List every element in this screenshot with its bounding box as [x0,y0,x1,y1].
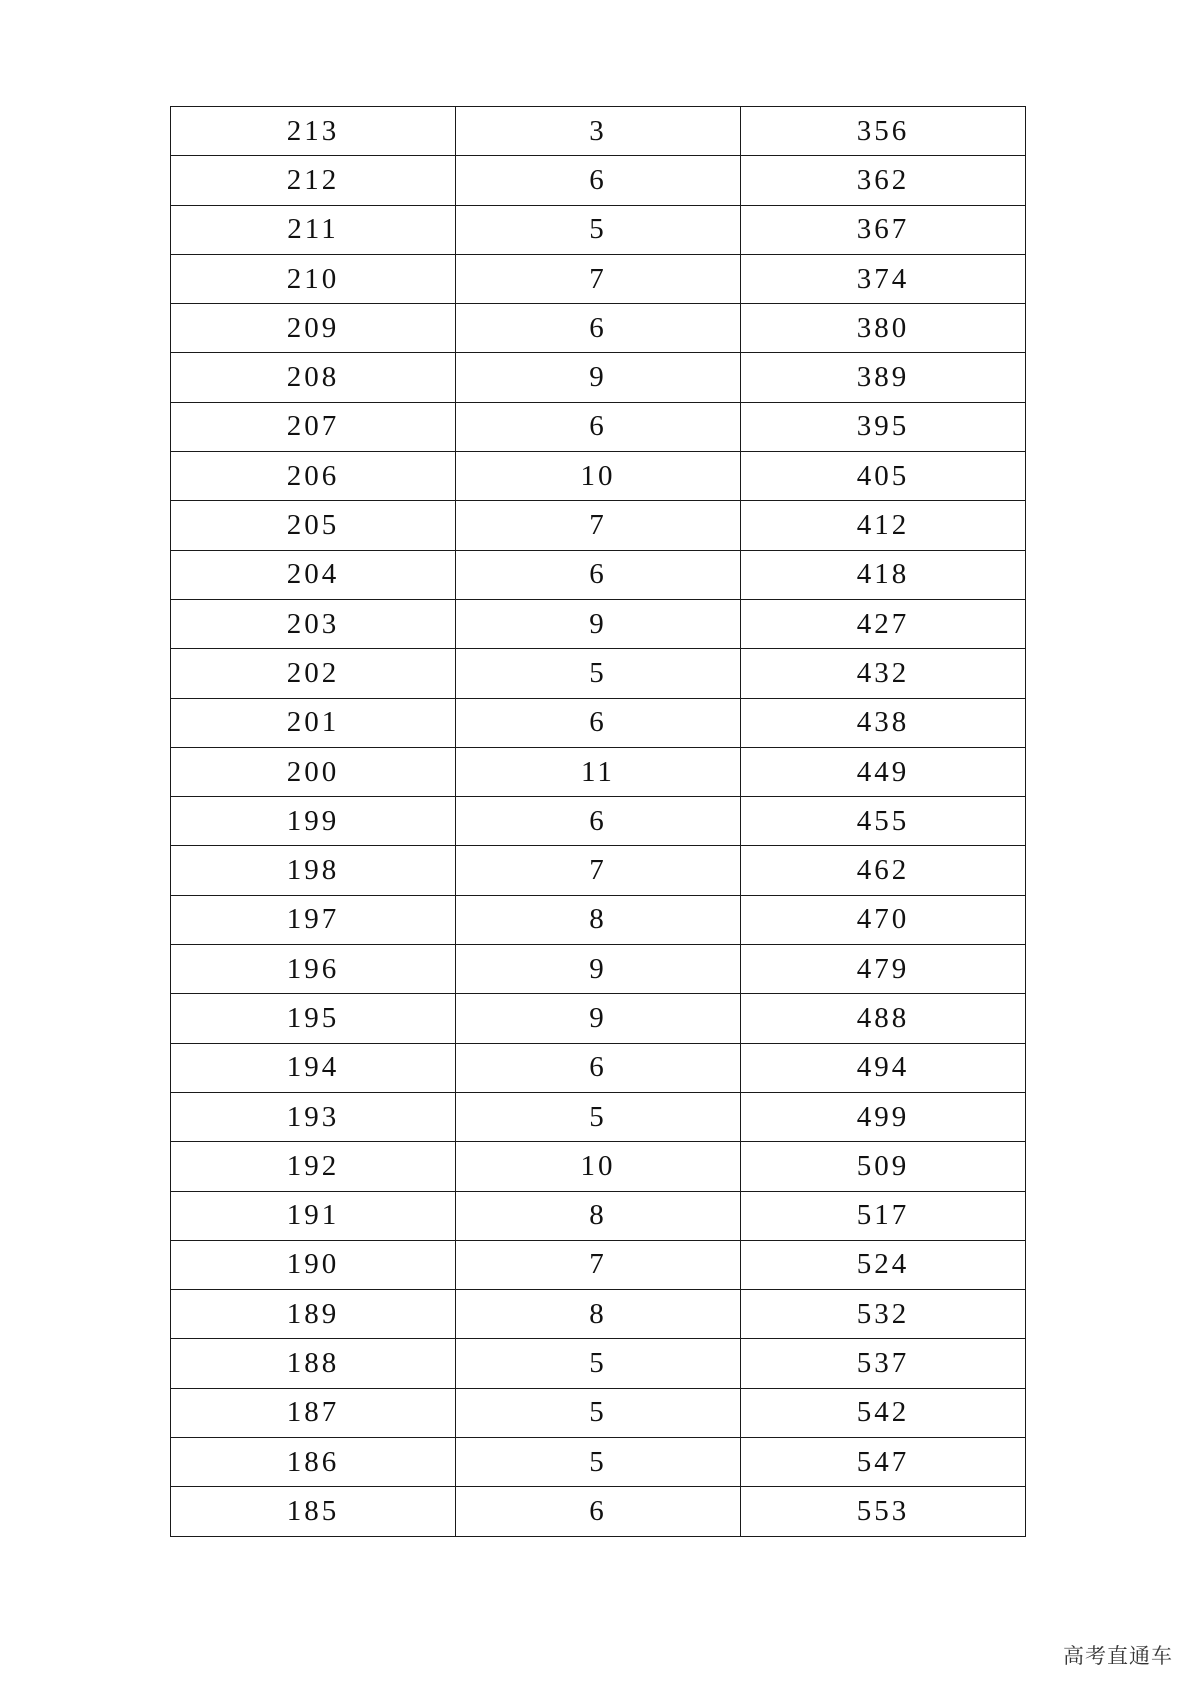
table-cell: 6 [455,304,740,353]
table-cell: 186 [171,1438,456,1487]
table-cell: 187 [171,1388,456,1437]
table-cell: 432 [740,649,1025,698]
table-cell: 10 [455,452,740,501]
table-row [171,797,1026,846]
table-cell: 553 [740,1487,1025,1536]
table-cell: 537 [740,1339,1025,1388]
table-cell: 532 [740,1290,1025,1339]
table-cell: 9 [455,994,740,1043]
table-cell: 380 [740,304,1025,353]
table-cell: 509 [740,1142,1025,1191]
table-row [171,747,1026,796]
table-cell: 6 [455,402,740,451]
table-cell: 208 [171,353,456,402]
table-row [171,1043,1026,1092]
table-cell: 5 [455,1092,740,1141]
table-row [171,550,1026,599]
table-cell: 5 [455,649,740,698]
table-row [171,254,1026,303]
table-row [171,1290,1026,1339]
table-cell: 209 [171,304,456,353]
table-cell: 203 [171,599,456,648]
table-cell: 462 [740,846,1025,895]
table-cell: 201 [171,698,456,747]
table-cell: 8 [455,1290,740,1339]
table-row [171,1487,1026,1536]
table-row [171,698,1026,747]
table-cell: 412 [740,501,1025,550]
table-cell: 479 [740,945,1025,994]
table-cell: 188 [171,1339,456,1388]
table-cell: 5 [455,1339,740,1388]
table-cell: 197 [171,895,456,944]
table-cell: 9 [455,599,740,648]
table-cell: 207 [171,402,456,451]
table-cell: 10 [455,1142,740,1191]
table-cell: 202 [171,649,456,698]
table-row [171,945,1026,994]
table-row [171,649,1026,698]
table-row [171,1092,1026,1141]
table-cell: 196 [171,945,456,994]
table-cell: 189 [171,1290,456,1339]
table-cell: 3 [455,107,740,156]
table-cell: 211 [171,205,456,254]
table-cell: 200 [171,747,456,796]
table-row [171,1142,1026,1191]
table-row [171,205,1026,254]
table-cell: 192 [171,1142,456,1191]
table-cell: 7 [455,1240,740,1289]
table-cell: 5 [455,205,740,254]
table-body [171,107,1026,1537]
table-cell: 449 [740,747,1025,796]
table-cell: 427 [740,599,1025,648]
table-cell: 488 [740,994,1025,1043]
table-row [171,452,1026,501]
table-cell: 212 [171,156,456,205]
table-cell: 6 [455,156,740,205]
table-cell: 185 [171,1487,456,1536]
table-row [171,1388,1026,1437]
table-cell: 438 [740,698,1025,747]
table-cell: 204 [171,550,456,599]
table-cell: 494 [740,1043,1025,1092]
table-cell: 362 [740,156,1025,205]
table-cell: 8 [455,1191,740,1240]
table-cell: 5 [455,1438,740,1487]
table-row [171,1438,1026,1487]
table-cell: 9 [455,945,740,994]
table-row [171,353,1026,402]
watermark-logo-text: 高考直通车 [1063,1644,1173,1668]
table-cell: 389 [740,353,1025,402]
table-cell: 6 [455,1487,740,1536]
table-cell: 7 [455,501,740,550]
table-cell: 7 [455,846,740,895]
table-cell: 547 [740,1438,1025,1487]
table-cell: 11 [455,747,740,796]
table-row [171,107,1026,156]
table-cell: 455 [740,797,1025,846]
table-cell: 193 [171,1092,456,1141]
table-cell: 198 [171,846,456,895]
table-cell: 205 [171,501,456,550]
table-cell: 395 [740,402,1025,451]
table-cell: 5 [455,1388,740,1437]
table-cell: 374 [740,254,1025,303]
table-row [171,402,1026,451]
table-cell: 367 [740,205,1025,254]
table-cell: 7 [455,254,740,303]
table-cell: 418 [740,550,1025,599]
table-cell: 191 [171,1191,456,1240]
table-cell: 499 [740,1092,1025,1141]
table-cell: 199 [171,797,456,846]
table-cell: 405 [740,452,1025,501]
table-row [171,599,1026,648]
score-table [170,106,1026,1537]
table-cell: 194 [171,1043,456,1092]
table-cell: 356 [740,107,1025,156]
table-row [171,1339,1026,1388]
table-cell: 470 [740,895,1025,944]
table-cell: 195 [171,994,456,1043]
table-cell: 213 [171,107,456,156]
table-cell: 8 [455,895,740,944]
table-row [171,846,1026,895]
table-cell: 6 [455,797,740,846]
table-row [171,994,1026,1043]
table-cell: 210 [171,254,456,303]
table-cell: 6 [455,1043,740,1092]
table-cell: 6 [455,550,740,599]
table-row [171,501,1026,550]
table-row [171,895,1026,944]
table-row [171,156,1026,205]
table-cell: 517 [740,1191,1025,1240]
table-row [171,304,1026,353]
table-cell: 542 [740,1388,1025,1437]
table-cell: 6 [455,698,740,747]
table-cell: 190 [171,1240,456,1289]
table-cell: 206 [171,452,456,501]
table-row [171,1191,1026,1240]
table-cell: 9 [455,353,740,402]
table-cell: 524 [740,1240,1025,1289]
table-row [171,1240,1026,1289]
